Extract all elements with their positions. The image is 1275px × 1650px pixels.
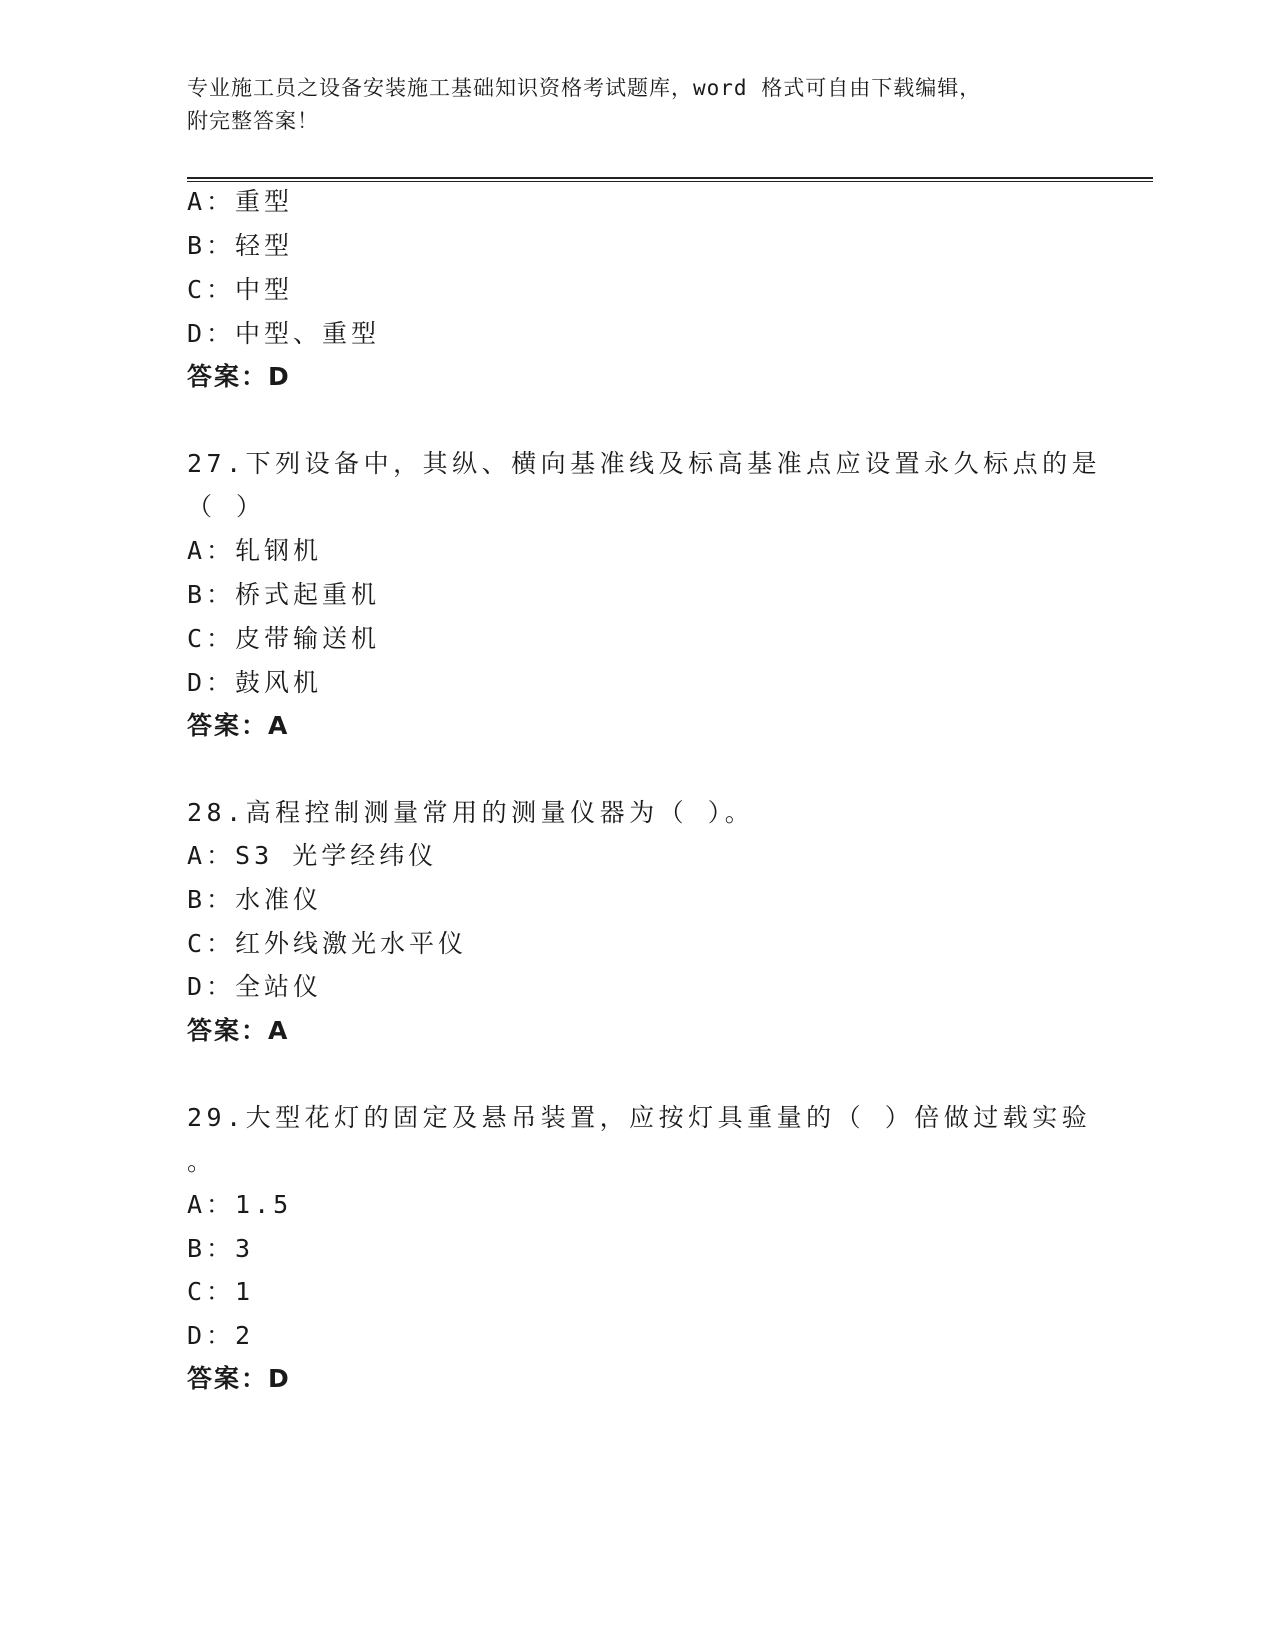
question-stem: 27.下列设备中，其纵、横向基准线及标高基准点应设置永久标点的是 (187, 449, 1102, 478)
option-b: B：桥式起重机 (187, 580, 381, 609)
option-d: D：中型、重型 (187, 319, 381, 348)
option-d: D：鼓风机 (187, 668, 323, 697)
option-a: A：重型 (187, 187, 294, 216)
question-stem: 28.高程控制测量常用的测量仪器为（ ）。 (187, 798, 755, 827)
option-b: B：3 (187, 1234, 255, 1263)
answer-label: 答案：D (187, 362, 291, 391)
header-divider (187, 177, 1153, 182)
option-c: C：红外线激光水平仪 (187, 929, 468, 958)
question-stem-continuation: 。 (187, 1147, 217, 1176)
document-title (187, 72, 1087, 138)
option-a: A：S3 光学经纬仪 (187, 841, 438, 870)
title-line-1: 专业施工员之设备安装施工基础知识资格考试题库，word 格式可自由下载编辑， (187, 76, 982, 100)
question-stem-continuation: （ ） (187, 492, 266, 521)
title-line-2: 附完整答案！ (187, 109, 319, 133)
answer-label: 答案：A (187, 711, 290, 740)
option-a: A：轧钢机 (187, 536, 323, 565)
option-d: D：2 (187, 1321, 255, 1350)
option-d: D：全站仪 (187, 972, 323, 1001)
option-c: C：皮带输送机 (187, 624, 381, 653)
answer-label: 答案：D (187, 1364, 291, 1393)
option-b: B：轻型 (187, 231, 294, 260)
option-a: A：1.5 (187, 1190, 293, 1219)
option-c: C：中型 (187, 275, 294, 304)
answer-label: 答案：A (187, 1016, 290, 1045)
option-b: B：水准仪 (187, 885, 323, 914)
option-c: C：1 (187, 1277, 255, 1306)
question-stem: 29.大型花灯的固定及悬吊装置，应按灯具重量的（ ）倍做过载实验 (187, 1103, 1092, 1132)
